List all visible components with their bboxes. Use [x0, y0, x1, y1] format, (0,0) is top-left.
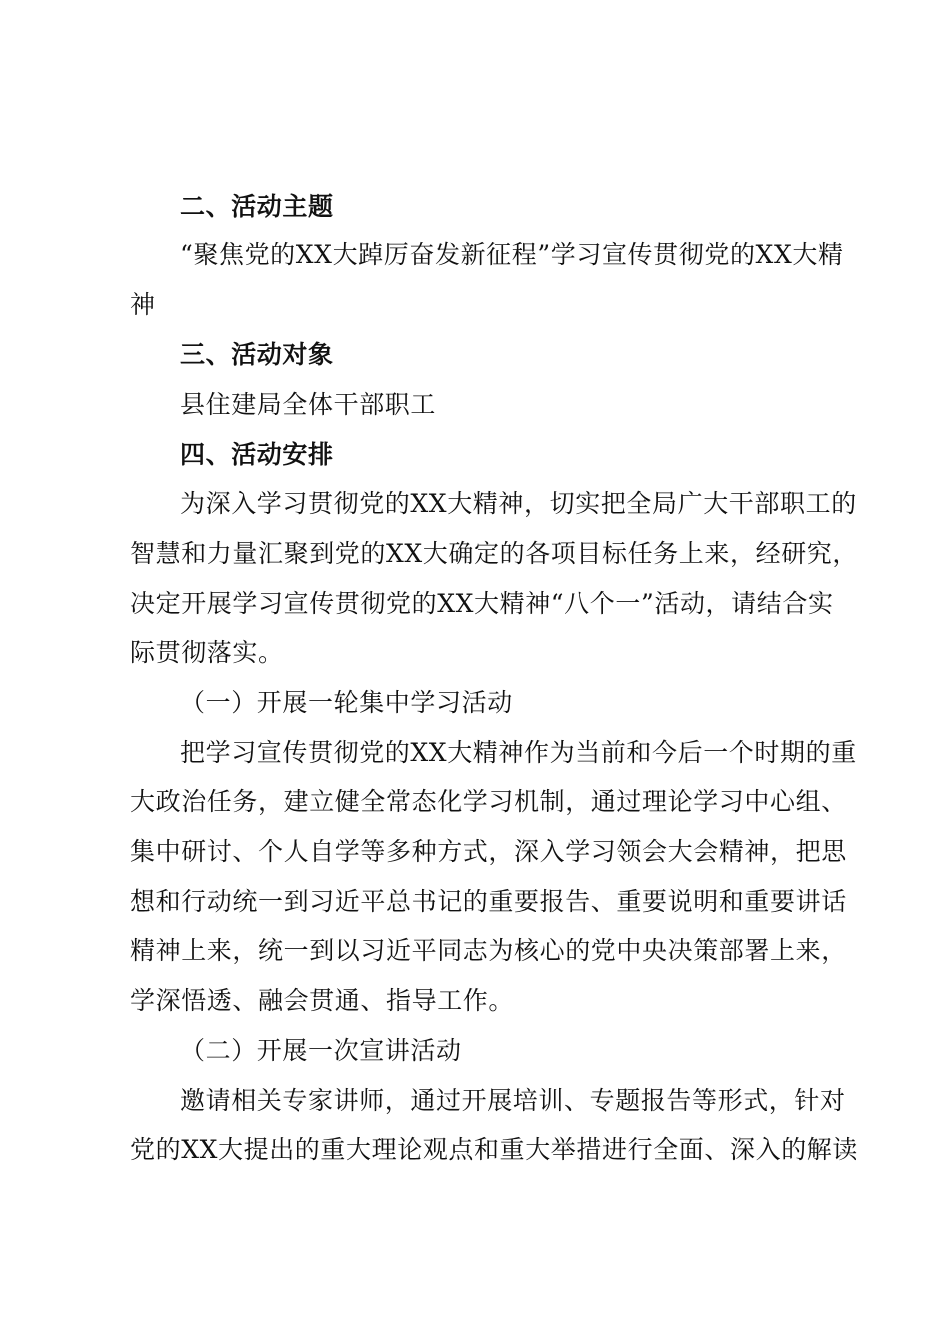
arrangement-text-line-1: 为深入学习贯彻党的XX大精神，切实把全局广大干部职工的 — [180, 489, 857, 518]
study-text-line-3: 集中研讨、个人自学等多种方式，深入学习领会大会精神，把思 — [130, 837, 847, 866]
arrangement-text-line-4: 际贯彻落实。 — [130, 638, 284, 667]
theme-text-line-2: 神 — [130, 290, 156, 319]
lecture-text-line-1: 邀请相关专家讲师，通过开展培训、专题报告等形式，针对 — [180, 1086, 846, 1115]
arrangement-text-line-2: 智慧和力量汇聚到党的XX大确定的各项目标任务上来，经研究， — [130, 539, 858, 568]
target-text-line-1: 县住建局全体干部职工 — [180, 390, 437, 419]
theme-text-line-1: “聚焦党的XX大踔厉奋发新征程”学习宣传贯彻党的XX大精 — [180, 240, 844, 269]
section-heading-theme: 二、活动主题 — [180, 192, 334, 221]
section-heading-arrangement: 四、活动安排 — [180, 440, 334, 469]
study-text-line-6: 学深悟透、融会贯通、指导工作。 — [130, 986, 515, 1015]
subsection-title-study: （一）开展一轮集中学习活动 — [180, 688, 513, 717]
study-text-line-1: 把学习宣传贯彻党的XX大精神作为当前和今后一个时期的重 — [180, 738, 857, 767]
section-heading-target: 三、活动对象 — [180, 340, 334, 369]
study-text-line-2: 大政治任务，建立健全常态化学习机制，通过理论学习中心组、 — [130, 787, 847, 816]
subsection-title-lecture: （二）开展一次宣讲活动 — [180, 1036, 462, 1065]
lecture-text-line-2: 党的XX大提出的重大理论观点和重大举措进行全面、深入的解读 — [130, 1135, 858, 1164]
study-text-line-4: 想和行动统一到习近平总书记的重要报告、重要说明和重要讲话 — [130, 887, 847, 916]
arrangement-text-line-3: 决定开展学习宣传贯彻党的XX大精神“八个一”活动，请结合实 — [130, 589, 834, 618]
study-text-line-5: 精神上来，统一到以习近平同志为核心的党中央决策部署上来， — [130, 936, 847, 965]
